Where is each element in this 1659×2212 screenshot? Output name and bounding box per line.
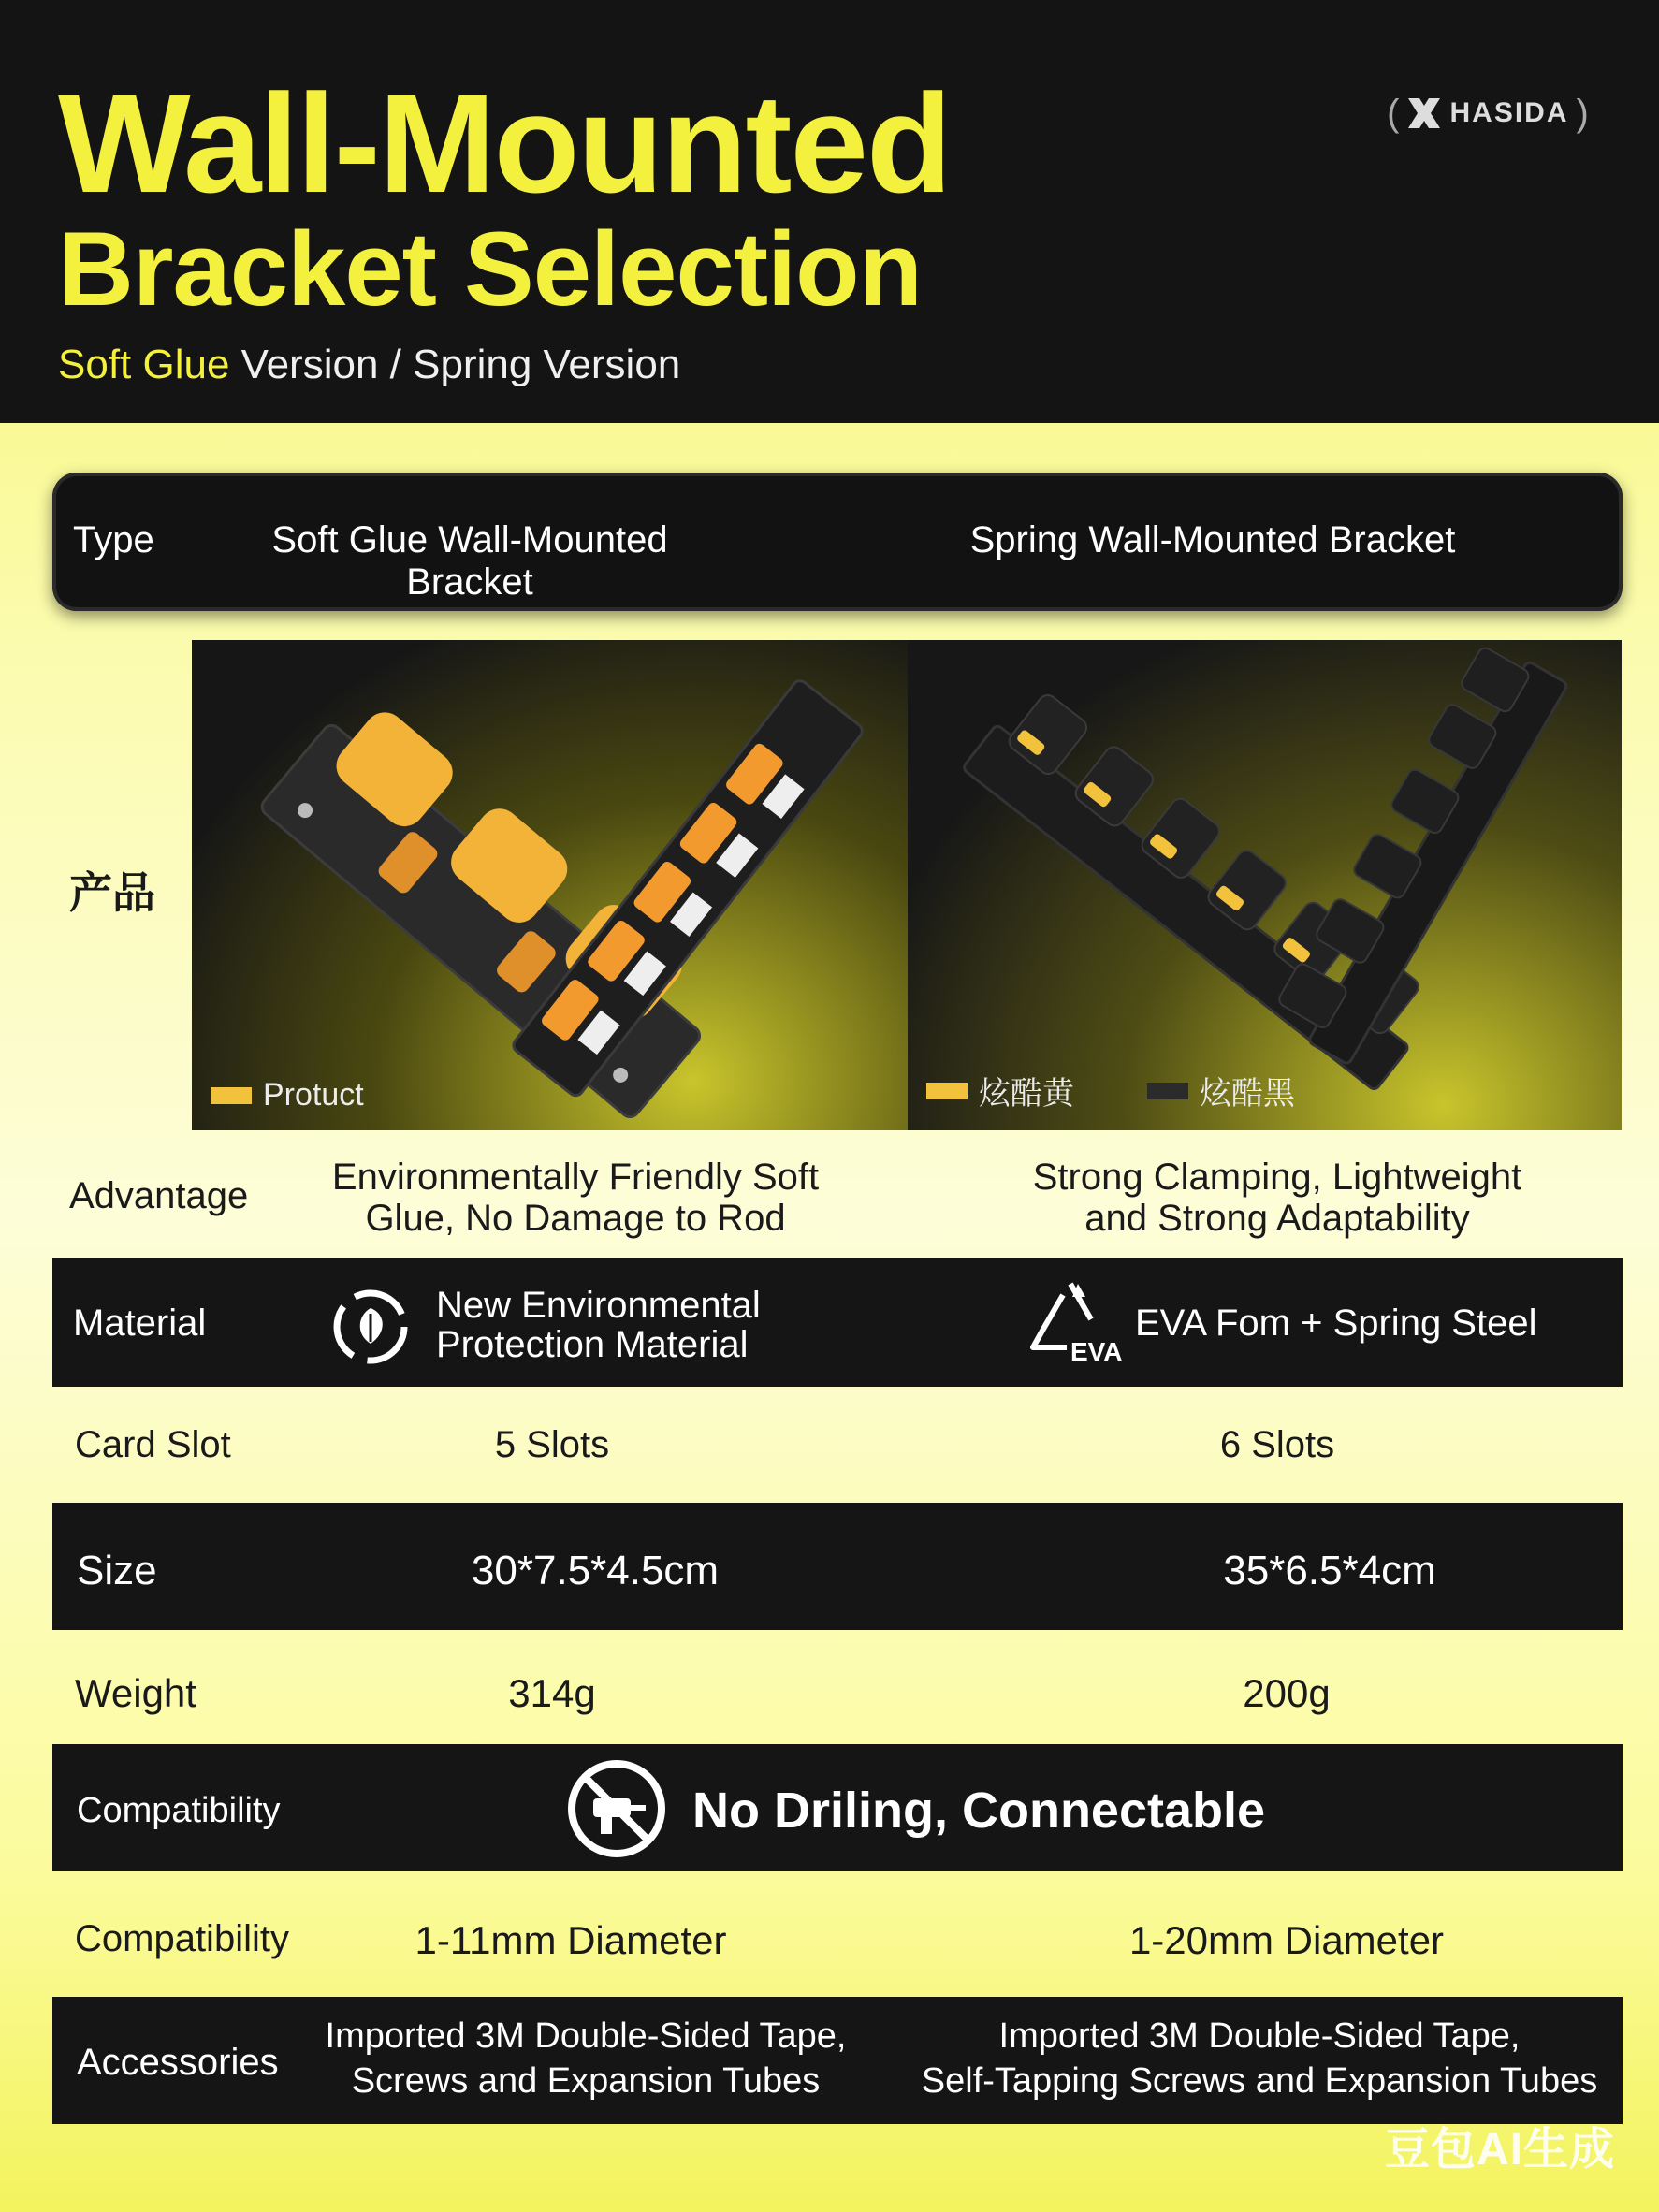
material-row	[52, 1258, 1623, 1387]
logo-bracket-left: (	[1387, 92, 1402, 134]
brand-name: HASIDA	[1449, 97, 1569, 128]
logo-bracket-right: )	[1576, 92, 1591, 134]
weight-label: Weight	[75, 1671, 196, 1715]
swatch-label-black: 炫酷黑	[1200, 1076, 1295, 1112]
compatibility-row-1	[52, 1744, 1623, 1871]
page-subtitle	[58, 344, 680, 386]
accessories-label: Accessories	[77, 2042, 279, 2083]
compatibility-text-1: No Driling, Connectable	[692, 1783, 1266, 1839]
material-label: Material	[73, 1302, 207, 1344]
eva-recycle-icon	[1026, 1278, 1125, 1373]
type-row	[52, 473, 1623, 611]
page-title-line2: Bracket Selection	[58, 211, 922, 327]
advantage-col1	[271, 1157, 880, 1239]
size-label: Size	[77, 1548, 157, 1594]
accessories-col2-line2: Self-Tapping Screws and Expansion Tubes	[921, 2061, 1598, 2101]
subtitle-highlight: Soft Glue	[58, 342, 230, 387]
advantage-col1-line1: Environmentally Friendly Soft	[331, 1157, 820, 1198]
material-col1	[436, 1286, 761, 1364]
advantage-col2	[954, 1157, 1600, 1239]
product-label: 产品	[69, 868, 155, 917]
page-title-line1: Wall-Mounted	[58, 65, 951, 222]
advantage-label: Advantage	[69, 1175, 249, 1216]
card-slot-col2: 6 Slots	[1219, 1424, 1335, 1465]
spring-bracket-illustration	[908, 640, 1622, 1130]
weight-col1: 314g	[508, 1671, 596, 1715]
type-label: Type	[73, 519, 154, 560]
advantage-col1-line2: Glue, No Damage to Rod	[365, 1198, 786, 1239]
product-image-spring	[908, 640, 1622, 1130]
accessories-col1-line1: Imported 3M Double-Sided Tape,	[325, 2016, 847, 2056]
accessories-col1	[286, 2014, 885, 2103]
product-image-soft-glue	[192, 640, 908, 1130]
brand-logo	[1362, 90, 1615, 137]
swatch-yellow	[926, 1083, 968, 1099]
soft-glue-bracket-illustration	[192, 640, 908, 1130]
product-swatch-legend-right	[926, 1068, 1295, 1113]
no-drilling-icon	[565, 1757, 668, 1865]
weight-col2: 200g	[1243, 1671, 1331, 1715]
type-col2: Spring Wall-Mounted Bracket	[969, 519, 1456, 560]
accessories-row	[52, 1997, 1623, 2124]
material-col1-line2: Protection Material	[436, 1324, 749, 1365]
card-slot-col1: 5 Slots	[494, 1424, 610, 1465]
material-col2: EVA Fom + Spring Steel	[1135, 1302, 1537, 1344]
size-col2: 35*6.5*4cm	[1223, 1548, 1436, 1594]
ai-watermark: 豆包AI生成	[1385, 2125, 1616, 2175]
swatch-yellow	[211, 1087, 252, 1104]
recycle-leaf-icon	[329, 1286, 412, 1373]
eva-icon-text: EVA	[1070, 1337, 1123, 1366]
compatibility-label-2: Compatibility	[75, 1918, 289, 1959]
advantage-col2-line2: and Strong Adaptability	[1084, 1198, 1470, 1239]
size-row	[52, 1503, 1623, 1630]
header-banner	[0, 0, 1659, 423]
accessories-col1-line2: Screws and Expansion Tubes	[351, 2061, 821, 2101]
compatibility-col2: 1-20mm Diameter	[1128, 1918, 1445, 1962]
accessories-col2-line1: Imported 3M Double-Sided Tape,	[998, 2016, 1521, 2056]
compatibility-col1: 1-11mm Diameter	[415, 1918, 727, 1962]
compatibility-label-1: Compatibility	[77, 1791, 281, 1830]
type-col1: Soft Glue Wall-Mounted Bracket	[271, 519, 668, 603]
size-col1: 30*7.5*4.5cm	[471, 1548, 720, 1594]
subtitle-rest: Version / Spring Version	[229, 342, 681, 387]
accessories-col2	[913, 2014, 1606, 2103]
swatch-label: Protuct	[263, 1077, 364, 1113]
brand-x-icon	[1406, 96, 1442, 130]
material-col1-line1: New Environmental	[436, 1285, 761, 1326]
card-slot-label: Card Slot	[75, 1424, 231, 1465]
product-swatch-legend-left	[211, 1077, 364, 1113]
swatch-label-yellow: 炫酷黄	[979, 1076, 1074, 1112]
advantage-col2-line1: Strong Clamping, Lightweight	[1032, 1157, 1522, 1198]
swatch-black	[1147, 1083, 1188, 1099]
